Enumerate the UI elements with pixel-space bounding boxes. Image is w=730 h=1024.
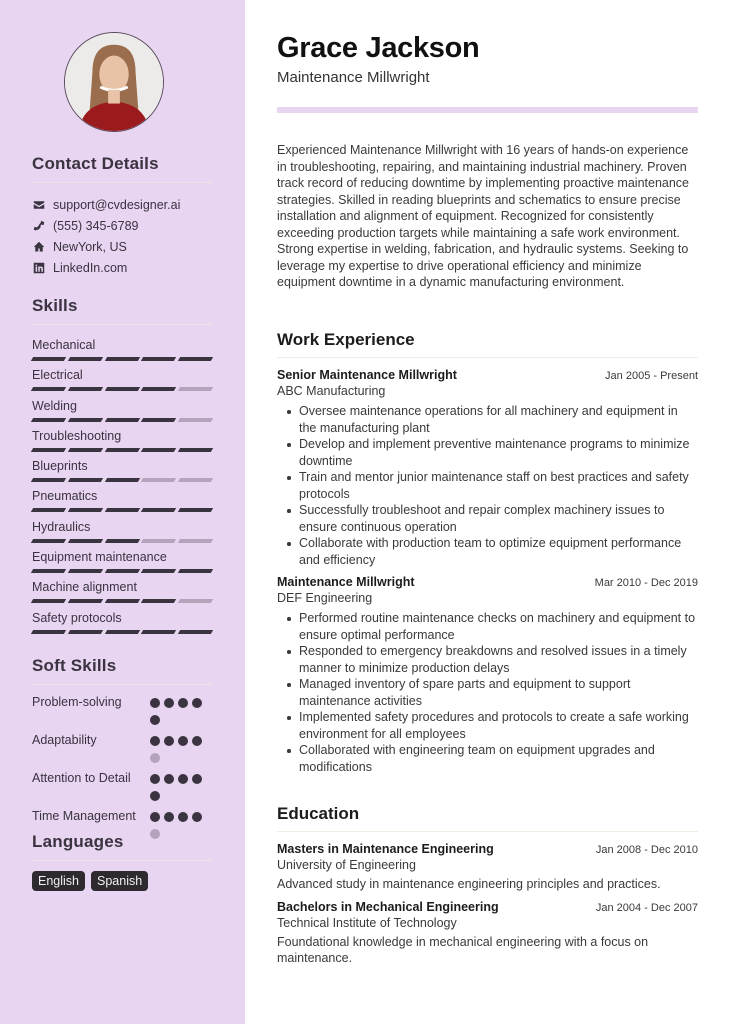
level-segment <box>104 508 139 512</box>
bullet-item: Implemented safety procedures and protocols to create a safe working environment for all employees <box>277 709 698 742</box>
linkedin-icon <box>32 261 45 274</box>
level-segment <box>68 599 103 603</box>
degree: Masters in Maintenance Engineering <box>277 842 494 856</box>
school: Technical Institute of Technology <box>277 915 457 930</box>
education-entry <box>277 842 698 893</box>
soft-skill-item <box>32 732 212 770</box>
bullet-item: Successfully troubleshoot and repair complex machinery issues to ensure continuous operation <box>277 502 698 535</box>
level-segment <box>31 508 66 512</box>
skill-item <box>32 398 212 428</box>
candidate-title: Maintenance Millwright <box>277 69 430 86</box>
level-segment <box>141 630 176 634</box>
level-segment <box>104 387 139 391</box>
experience-entry <box>277 368 698 568</box>
rating-dot <box>178 698 188 708</box>
education-title: Education <box>277 804 360 823</box>
soft-skill-label: Attention to Detail <box>32 771 131 785</box>
skills-list <box>32 337 212 640</box>
soft-skill-rating <box>150 732 206 770</box>
level-segment <box>104 448 139 452</box>
level-segment <box>178 478 213 482</box>
job-dates: Mar 2010 - Dec 2019 <box>594 577 698 589</box>
level-segment <box>104 599 139 603</box>
job-bullets <box>277 403 698 568</box>
level-segment <box>68 357 103 361</box>
rating-dot <box>164 736 174 746</box>
soft-skills-section <box>32 656 212 846</box>
contact-linkedin[interactable] <box>32 257 212 278</box>
contact-phone-text: (555) 345-6789 <box>53 218 139 233</box>
summary-text: Experienced Maintenance Millwright with 16 years of hands-on experience in troubleshooting, repairing, and maintaining industrial machinery. Proven track record of reducing downtime by implementing proactive maintenance strategies. Skilled in reading blueprints and schematics to ensure precise installation and alignment of equipment. Recognized for consistently exceeding production targets while maintaining a safe work environment. Strong expertise in welding, fabrication, and hydraulic systems. Seeking to leverage my expertise to drive operational efficiency and minimize equipment downtime in a dynamic manufacturing environment. <box>277 143 690 289</box>
level-segment <box>68 508 103 512</box>
level-segment <box>104 569 139 573</box>
education-dates: Jan 2008 - Dec 2010 <box>595 844 698 856</box>
contact-email-text: support@cvdesigner.ai <box>53 197 181 212</box>
skill-label: Electrical <box>32 368 83 383</box>
languages-list <box>32 871 212 891</box>
level-segment <box>104 539 139 543</box>
skill-item <box>32 428 212 458</box>
contact-email[interactable] <box>32 194 212 215</box>
rating-dot <box>150 736 160 746</box>
education-dates: Jan 2004 - Dec 2007 <box>595 901 698 914</box>
rating-dot <box>150 791 160 801</box>
level-segment <box>31 630 66 634</box>
level-segment <box>104 418 139 422</box>
level-segment <box>141 478 176 482</box>
level-segment <box>141 508 176 512</box>
level-segment <box>31 357 66 361</box>
level-segment <box>178 539 213 543</box>
soft-skill-label: Time Management <box>32 809 136 823</box>
contact-linkedin-text: LinkedIn.com <box>53 260 128 275</box>
divider <box>32 324 212 325</box>
bullet-item: Oversee maintenance operations for all machinery and equipment in the manufacturing plant <box>277 403 698 436</box>
rating-dot <box>192 736 202 746</box>
skill-level-bar <box>32 508 212 512</box>
level-segment <box>141 448 176 452</box>
level-segment <box>178 418 213 422</box>
level-segment <box>141 418 176 422</box>
bullet-item: Collaborate with production team to optimize equipment performance and efficiency <box>277 535 698 568</box>
rating-dot <box>192 774 202 784</box>
contact-location <box>32 236 212 257</box>
divider <box>32 684 212 685</box>
level-segment <box>104 357 139 361</box>
level-segment <box>104 630 139 634</box>
job-role: Maintenance Millwright <box>277 575 415 589</box>
contact-phone[interactable] <box>32 215 212 236</box>
level-segment <box>178 357 213 361</box>
rating-dot <box>150 812 160 822</box>
soft-skill-label: Problem-solving <box>32 695 122 709</box>
candidate-name: Grace Jackson <box>277 32 480 64</box>
level-segment <box>178 599 213 603</box>
skill-label: Pneumatics <box>32 489 98 504</box>
language-badge: Spanish <box>91 871 148 891</box>
phone-icon <box>32 219 45 232</box>
experience-entry <box>277 575 698 775</box>
skill-item <box>32 549 212 579</box>
skill-level-bar <box>32 599 212 603</box>
rating-dot <box>192 812 202 822</box>
divider <box>277 357 698 358</box>
rating-dot <box>150 698 160 708</box>
rating-dot <box>150 715 160 725</box>
level-segment <box>31 599 66 603</box>
level-segment <box>31 387 66 391</box>
soft-skill-item <box>32 770 212 808</box>
skill-label: Mechanical <box>32 338 96 352</box>
level-segment <box>178 448 213 452</box>
rating-dot <box>150 753 160 763</box>
contact-section <box>32 154 212 278</box>
level-segment <box>141 357 176 361</box>
skill-item <box>32 488 212 518</box>
profile-photo-icon <box>65 33 163 131</box>
divider <box>32 182 212 183</box>
skill-level-bar <box>32 539 212 543</box>
avatar <box>64 32 164 132</box>
skill-level-bar <box>32 418 212 422</box>
soft-skill-rating <box>150 770 206 808</box>
soft-skill-label: Adaptability <box>32 733 97 747</box>
job-dates: Jan 2005 - Present <box>605 370 698 382</box>
skill-item <box>32 458 212 488</box>
level-segment <box>141 599 176 603</box>
skill-label: Hydraulics <box>32 519 91 534</box>
level-segment <box>178 387 213 391</box>
level-segment <box>141 569 176 573</box>
bullet-item: Collaborated with engineering team on equipment upgrades and modifications <box>277 742 698 775</box>
level-segment <box>68 478 103 482</box>
soft-skills-title: Soft Skills <box>32 656 117 675</box>
languages-section <box>32 832 212 891</box>
education-description: Advanced study in maintenance engineering principles and practices. <box>277 877 661 891</box>
job-company: ABC Manufacturing <box>277 384 386 398</box>
skill-label: Equipment maintenance <box>32 550 167 565</box>
level-segment <box>31 569 66 573</box>
soft-skill-rating <box>150 694 206 732</box>
skill-item <box>32 579 212 609</box>
skill-level-bar <box>32 357 212 361</box>
contact-title: Contact Details <box>32 154 159 173</box>
level-segment <box>31 539 66 543</box>
rating-dot <box>192 698 202 708</box>
experience-section <box>277 330 698 775</box>
skill-item <box>32 519 212 549</box>
education-entry <box>277 900 698 967</box>
rating-dot <box>164 774 174 784</box>
home-icon <box>32 240 45 253</box>
skill-label: Welding <box>32 398 77 413</box>
level-segment <box>178 508 213 512</box>
rating-dot <box>178 774 188 784</box>
rating-dot <box>178 812 188 822</box>
skill-label: Troubleshooting <box>32 428 122 443</box>
level-segment <box>68 387 103 391</box>
level-segment <box>178 569 213 573</box>
level-segment <box>141 539 176 543</box>
contact-list <box>32 194 212 278</box>
school: University of Engineering <box>277 858 416 872</box>
skill-level-bar <box>32 387 212 391</box>
degree: Bachelors in Mechanical Engineering <box>277 899 499 914</box>
level-segment <box>31 418 66 422</box>
envelope-icon <box>32 198 45 211</box>
level-segment <box>31 448 66 452</box>
level-segment <box>68 418 103 422</box>
skill-item <box>32 367 212 397</box>
skills-section <box>32 296 212 640</box>
level-segment <box>141 387 176 391</box>
skills-title: Skills <box>32 296 78 315</box>
level-segment <box>178 630 213 634</box>
language-badge: English <box>32 871 85 891</box>
level-segment <box>68 539 103 543</box>
experience-title: Work Experience <box>277 330 415 349</box>
skill-item <box>32 610 212 640</box>
skill-label: Safety protocols <box>32 610 122 625</box>
contact-location-text: NewYork, US <box>53 239 127 254</box>
sidebar <box>0 0 245 1024</box>
job-bullets <box>277 610 698 775</box>
job-role: Senior Maintenance Millwright <box>277 368 457 382</box>
level-segment <box>104 478 139 482</box>
skill-item <box>32 337 212 367</box>
skill-level-bar <box>32 630 212 634</box>
skill-label: Blueprints <box>32 459 88 474</box>
rating-dot <box>150 774 160 784</box>
skill-level-bar <box>32 569 212 573</box>
level-segment <box>68 569 103 573</box>
level-segment <box>68 630 103 634</box>
skill-level-bar <box>32 448 212 452</box>
rating-dot <box>164 698 174 708</box>
bullet-item: Managed inventory of spare parts and equipment to support maintenance activities <box>277 676 698 709</box>
rating-dot <box>178 736 188 746</box>
level-segment <box>68 448 103 452</box>
bullet-item: Responded to emergency breakdowns and resolved issues in a timely manner to minimize production delays <box>277 643 698 676</box>
bullet-item: Performed routine maintenance checks on machinery and equipment to ensure optimal performance <box>277 610 698 643</box>
accent-divider <box>277 107 698 113</box>
bullet-item: Develop and implement preventive maintenance programs to minimize downtime <box>277 436 698 469</box>
divider <box>32 860 212 861</box>
languages-title: Languages <box>32 832 124 851</box>
skill-level-bar <box>32 478 212 482</box>
education-description: Foundational knowledge in mechanical engineering with a focus on maintenance. <box>277 934 649 965</box>
job-company: DEF Engineering <box>277 591 373 605</box>
divider <box>277 831 698 832</box>
soft-skills-list <box>32 694 212 846</box>
bullet-item: Train and mentor junior maintenance staff on best practices and safety protocols <box>277 469 698 502</box>
skill-label: Machine alignment <box>32 580 137 595</box>
education-section <box>277 804 698 967</box>
rating-dot <box>164 812 174 822</box>
soft-skill-item <box>32 694 212 732</box>
level-segment <box>31 478 66 482</box>
